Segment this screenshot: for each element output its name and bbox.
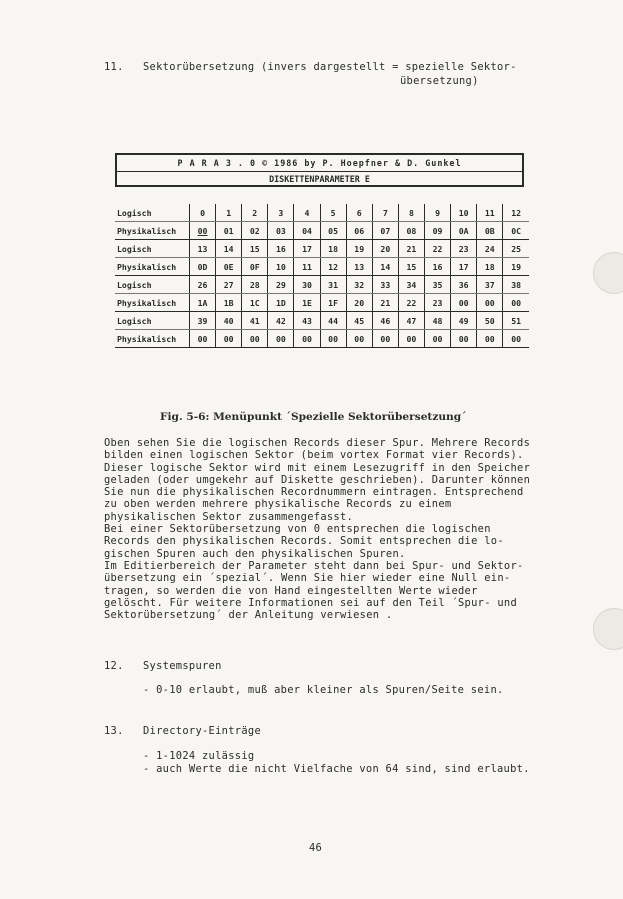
table-cell: 21 <box>372 294 398 312</box>
table-cell: 1F <box>320 294 346 312</box>
paragraph-line: bilden einen logischen Sektor (beim vortex Format vier Records). <box>104 449 524 462</box>
table-cell: 2 <box>242 204 268 222</box>
table-cell: 00 <box>398 330 424 348</box>
table-cell: 02 <box>242 222 268 240</box>
table-cell: 00 <box>346 330 372 348</box>
paragraph-line: geladen (oder umgekehr auf Diskette geschrieben). Darunter können <box>104 473 531 486</box>
table-cell: 05 <box>320 222 346 240</box>
table-cell: 10 <box>451 204 477 222</box>
table-cell: 11 <box>477 204 503 222</box>
paragraph-line: physikalischen Sektor zusammengefasst. <box>104 510 354 523</box>
table-cell: 06 <box>346 222 372 240</box>
table-cell: 36 <box>451 276 477 294</box>
table-cell: 46 <box>372 312 398 330</box>
table-cell: 12 <box>503 204 529 222</box>
binder-hole-top <box>593 252 623 294</box>
table-cell: 0C <box>503 222 529 240</box>
paragraph-line: zu oben werden mehrere physikalische Records zu einem <box>104 498 452 511</box>
paragraph-line: übersetzung ein ´spezial´. Wenn Sie hier wieder eine Null ein- <box>104 572 511 585</box>
table-cell: 0D <box>190 258 216 276</box>
table-cell: 8 <box>398 204 424 222</box>
paragraph-line: Im Editierbereich der Parameter steht dann bei Spur- und Sektor- <box>104 559 524 572</box>
table-cell: 09 <box>424 222 450 240</box>
table-cell: 6 <box>346 204 372 222</box>
table-cell: 21 <box>398 240 424 258</box>
table-cell: 00 <box>451 294 477 312</box>
table-cell: 13 <box>346 258 372 276</box>
table-cell: 1A <box>190 294 216 312</box>
table-cell: 37 <box>477 276 503 294</box>
table-cell: 22 <box>424 240 450 258</box>
table-cell: 44 <box>320 312 346 330</box>
table-cell: 1E <box>294 294 320 312</box>
table-cell: 16 <box>424 258 450 276</box>
table-cell: 50 <box>477 312 503 330</box>
table-cell: 07 <box>372 222 398 240</box>
table-cell: 20 <box>372 240 398 258</box>
table-cell: 0 <box>190 204 216 222</box>
table-cell: 19 <box>503 258 529 276</box>
table-cell: 14 <box>372 258 398 276</box>
table-cell: 5 <box>320 204 346 222</box>
table-cell: 01 <box>216 222 242 240</box>
table-cell: 18 <box>477 258 503 276</box>
table-row-logical <box>115 312 529 330</box>
table-cell: 40 <box>216 312 242 330</box>
table-cell: 35 <box>424 276 450 294</box>
paragraph-line: Oben sehen Sie die logischen Records dieser Spur. Mehrere Records <box>104 437 531 449</box>
table-cell: 42 <box>268 312 294 330</box>
page-number: 46 <box>309 842 323 854</box>
row-label: Logisch <box>115 204 190 222</box>
table-cell: 28 <box>242 276 268 294</box>
item-12-title: Systemspuren <box>143 660 222 672</box>
table-row-physical <box>115 258 529 276</box>
table-cell: 43 <box>294 312 320 330</box>
table-cell: 1D <box>268 294 294 312</box>
item-13-title: Directory-Einträge <box>143 725 262 737</box>
table-cell: 22 <box>398 294 424 312</box>
table-cell: 1C <box>242 294 268 312</box>
item-11-text: Sektorübersetzung (invers dargestellt = spezielle Sektor- <box>143 61 517 73</box>
program-title: P A R A 3 . 0 © 1986 by P. Hoepfner & D. Gunkel <box>117 155 522 172</box>
table-cell: 39 <box>190 312 216 330</box>
sector-translation-table <box>115 204 529 348</box>
item-12-number: 12. <box>104 660 124 672</box>
paragraph-line: tragen, so werden die von Hand eingestellten Werte wieder <box>104 584 478 597</box>
table-row-physical <box>115 294 529 312</box>
table-cell: 26 <box>190 276 216 294</box>
table-cell: 0A <box>451 222 477 240</box>
table-row-logical <box>115 204 529 222</box>
row-label: Physikalisch <box>115 294 190 312</box>
table-cell: 15 <box>242 240 268 258</box>
table-cell: 7 <box>372 204 398 222</box>
table-cell: 00 <box>477 330 503 348</box>
table-cell: 23 <box>424 294 450 312</box>
table-cell: 31 <box>320 276 346 294</box>
table-cell: 16 <box>268 240 294 258</box>
paragraph-line: Sie nun die physikalischen Recordnummern eintragen. Entsprechend <box>104 486 524 499</box>
table-cell: 00 <box>242 330 268 348</box>
row-label: Logisch <box>115 276 190 294</box>
table-cell: 3 <box>268 204 294 222</box>
screen-header-box <box>115 153 524 187</box>
table-cell: 00 <box>372 330 398 348</box>
screen-subtitle: DISKETTENPARAMETER E <box>269 174 370 184</box>
table-cell: 00 <box>320 330 346 348</box>
table-cell: 27 <box>216 276 242 294</box>
paragraph-line: Sektorübersetzung´ der Anleitung verwiesen . <box>104 609 393 622</box>
table-cell: 17 <box>294 240 320 258</box>
table-cell: 47 <box>398 312 424 330</box>
table-cell: 00 <box>294 330 320 348</box>
table-cell: 24 <box>477 240 503 258</box>
paragraph-line: Dieser logische Sektor wird mit einem Lesezugriff in den Speicher <box>104 461 531 474</box>
table-row-logical <box>115 240 529 258</box>
table-cell: 04 <box>294 222 320 240</box>
table-row-physical <box>115 330 529 348</box>
table-cell: 19 <box>346 240 372 258</box>
table-cell: 15 <box>398 258 424 276</box>
table-cell: 45 <box>346 312 372 330</box>
item-13-number: 13. <box>104 725 124 737</box>
table-cell: 1B <box>216 294 242 312</box>
table-cell: 20 <box>346 294 372 312</box>
table-cell: 10 <box>268 258 294 276</box>
table-cell: 25 <box>503 240 529 258</box>
table-cell: 33 <box>372 276 398 294</box>
table-cell: 03 <box>268 222 294 240</box>
table-cell: 00 <box>477 294 503 312</box>
row-label: Logisch <box>115 240 190 258</box>
paragraph-line: Bei einer Sektorübersetzung von 0 entsprechen die logischen <box>104 523 491 536</box>
table-cell: 34 <box>398 276 424 294</box>
row-label: Logisch <box>115 312 190 330</box>
table-cell: 48 <box>424 312 450 330</box>
table-cell: 08 <box>398 222 424 240</box>
item-13-bullet-1: - 1-1024 zulässig <box>143 750 255 762</box>
table-cell: 00 <box>216 330 242 348</box>
table-cell: 11 <box>294 258 320 276</box>
item-11-number: 11. <box>104 61 124 73</box>
table-cell: 12 <box>320 258 346 276</box>
table-cell: 0E <box>216 258 242 276</box>
row-label: Physikalisch <box>115 258 190 276</box>
table-cell: 4 <box>294 204 320 222</box>
table-cell: 13 <box>190 240 216 258</box>
binder-hole-bottom <box>593 608 623 650</box>
table-row-physical <box>115 222 529 240</box>
table-cell: 14 <box>216 240 242 258</box>
paragraph-line: gischen Spuren auch den physikalischen Spuren. <box>104 547 406 560</box>
table-cell: 29 <box>268 276 294 294</box>
table-cell: 49 <box>451 312 477 330</box>
table-cell: 17 <box>451 258 477 276</box>
table-cell: 9 <box>424 204 450 222</box>
table-cell: 00 <box>190 222 216 240</box>
table-cell: 18 <box>320 240 346 258</box>
paragraph-line: gelöscht. Für weitere Informationen sei auf den Teil ´Spur- und <box>104 596 518 609</box>
row-label: Physikalisch <box>115 330 190 348</box>
table-row-logical <box>115 276 529 294</box>
body-paragraph <box>104 437 534 621</box>
item-13-bullet-2: - auch Werte die nicht Vielfache von 64 sind, sind erlaubt. <box>143 763 530 775</box>
table-cell: 0F <box>242 258 268 276</box>
table-cell: 23 <box>451 240 477 258</box>
table-cell: 32 <box>346 276 372 294</box>
table-cell: 1 <box>216 204 242 222</box>
table-cell: 00 <box>503 294 529 312</box>
table-cell: 38 <box>503 276 529 294</box>
table-cell: 00 <box>268 330 294 348</box>
table-cell: 00 <box>424 330 450 348</box>
item-11-text-cont: übersetzung) <box>400 75 479 87</box>
figure-caption: Fig. 5-6: Menüpunkt ´Spezielle Sektorübersetzung´ <box>160 411 467 423</box>
item-12-bullet: - 0-10 erlaubt, muß aber kleiner als Spuren/Seite sein. <box>143 684 504 696</box>
table-cell: 00 <box>190 330 216 348</box>
table-cell: 51 <box>503 312 529 330</box>
table-cell: 30 <box>294 276 320 294</box>
paragraph-line: Records den physikalischen Records. Somit entsprechen die lo- <box>104 535 504 548</box>
table-cell: 41 <box>242 312 268 330</box>
table-cell: 0B <box>477 222 503 240</box>
row-label: Physikalisch <box>115 222 190 240</box>
table-cell: 00 <box>503 330 529 348</box>
table-cell: 00 <box>451 330 477 348</box>
